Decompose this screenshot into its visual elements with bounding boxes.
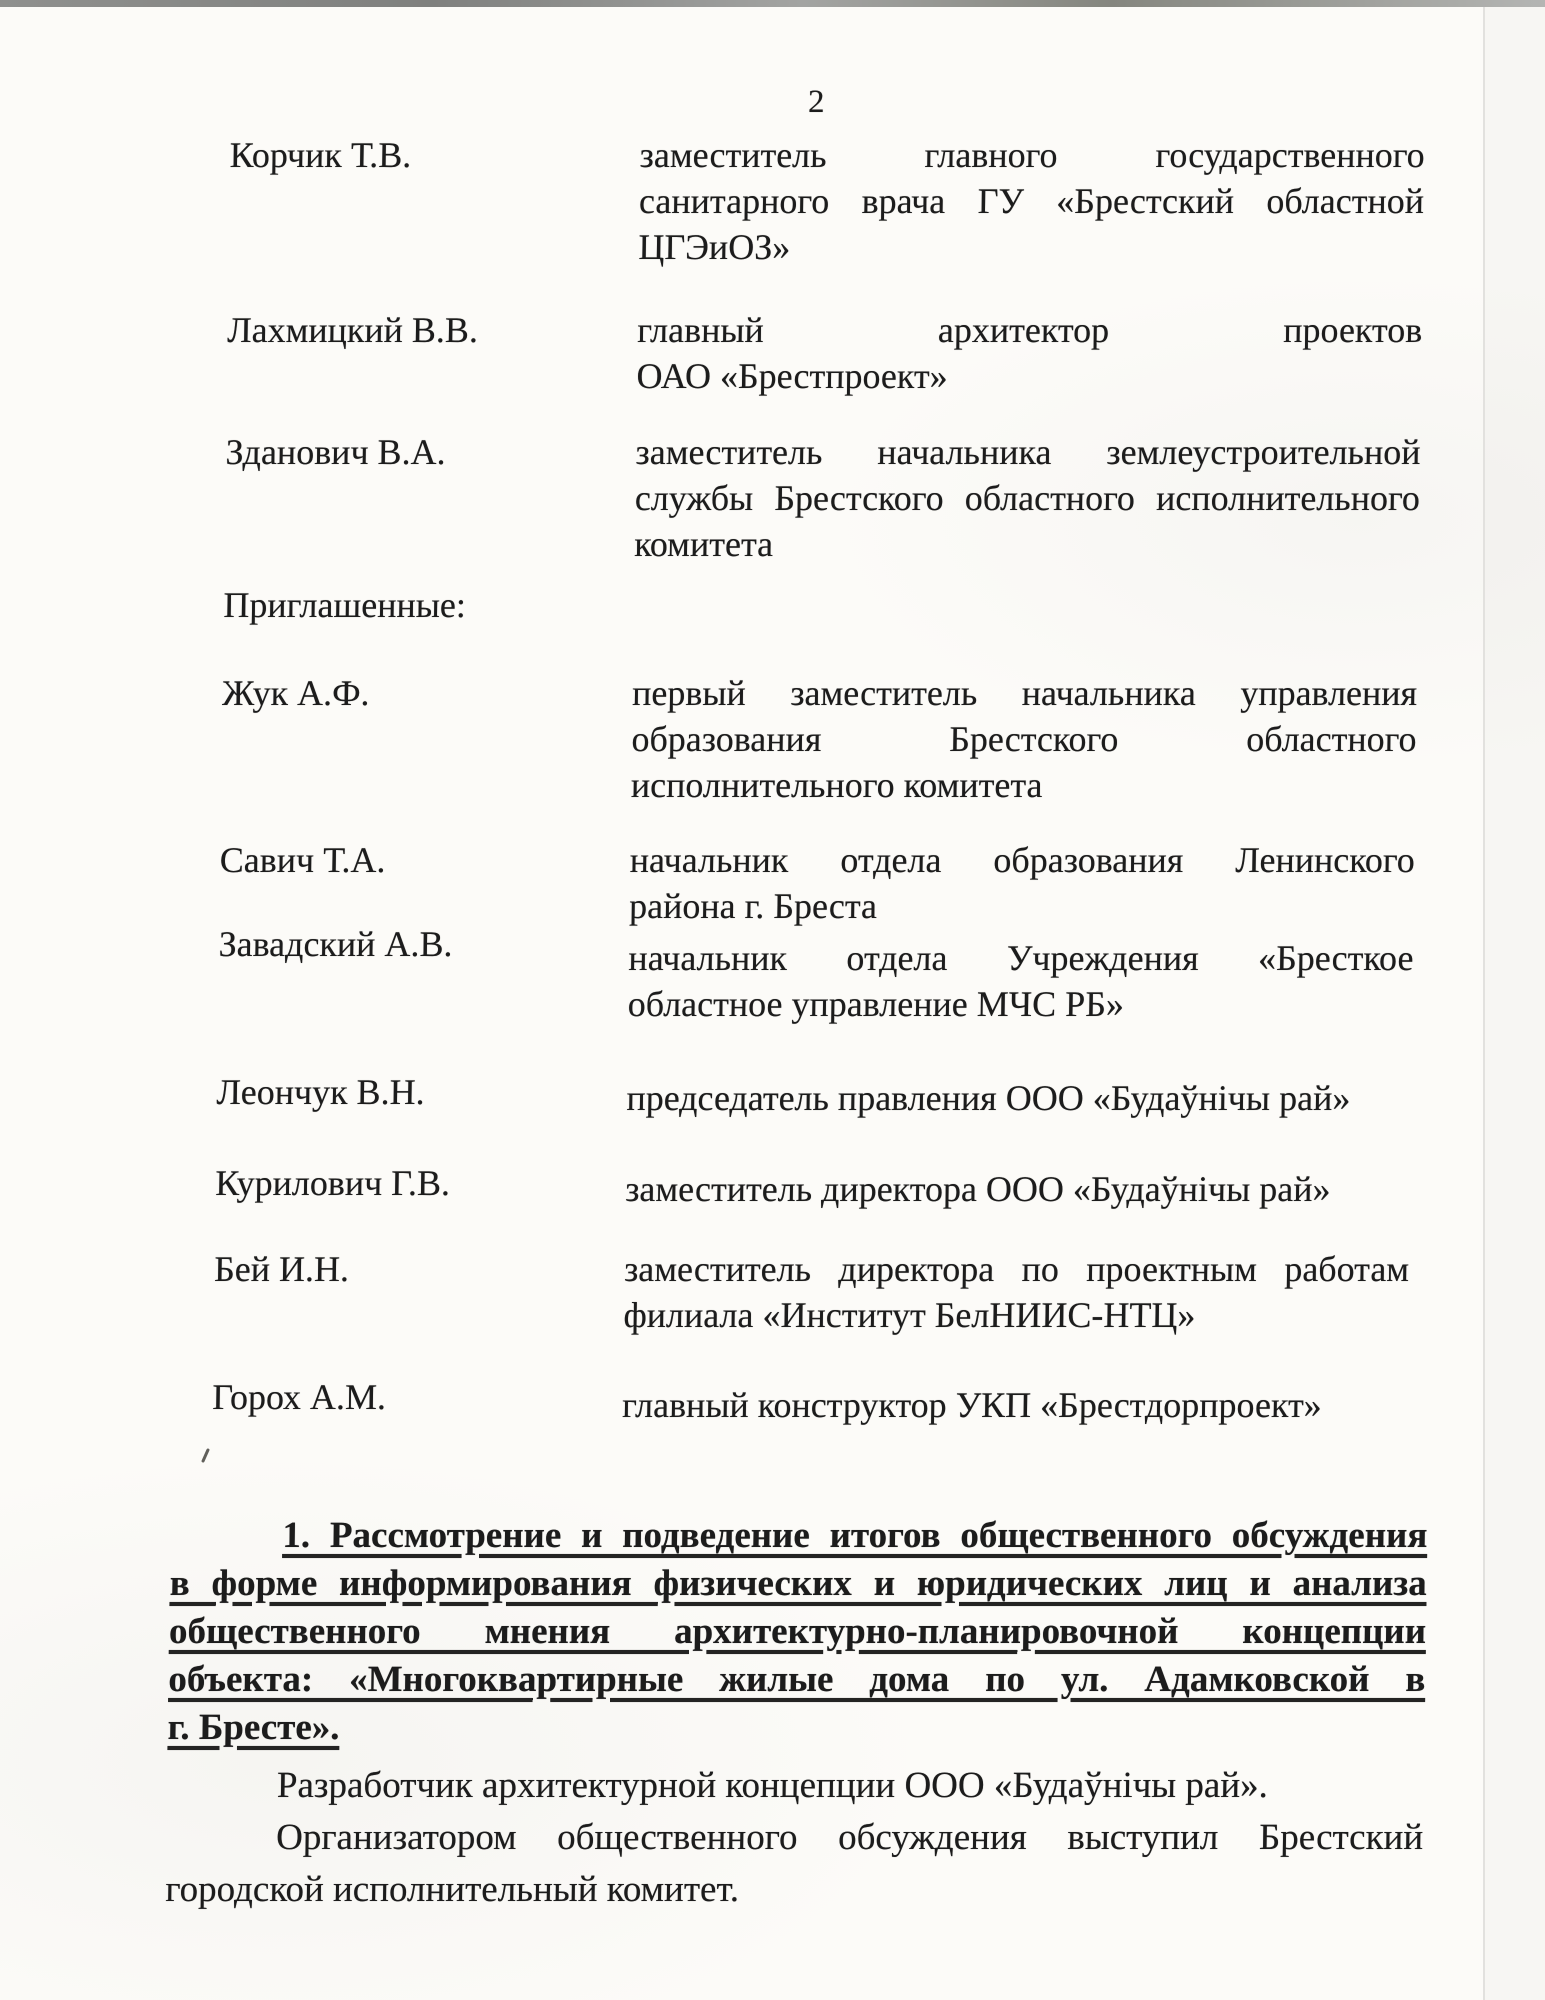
participant-role: [638, 132, 1425, 270]
participant-name: Бей И.Н.: [213, 1249, 350, 1289]
role-line: ЦГЭиОЗ»: [638, 227, 791, 267]
participant-role: [636, 307, 1422, 399]
participant-name: Леончук В.Н.: [216, 1072, 425, 1112]
document-content: [0, 132, 1545, 1916]
organizer-paragraph-line: городской исполнительный комитет.: [165, 1869, 740, 1910]
role-line: заместитель главного государственного: [639, 135, 1425, 175]
participant-role: [623, 1246, 1409, 1338]
participant-name: Горох А.М.: [212, 1377, 387, 1417]
role-line: главный архитектор проектов: [636, 310, 1423, 350]
page-number: 2: [808, 84, 825, 120]
role-line: заместитель директора ООО «Будаўнічы рай»: [624, 1169, 1331, 1209]
role-line: санитарного врача ГУ «Брестский областной: [638, 181, 1425, 221]
participant-name: Зданович В.А.: [225, 432, 446, 472]
participant-name: Курилович Г.В.: [215, 1163, 451, 1203]
role-line: заместитель директора по проектным работам: [623, 1249, 1410, 1289]
participant-row: [188, 132, 1545, 270]
participant-name: Жук А.Ф.: [221, 673, 370, 713]
participant-name: Корчик Т.В.: [229, 135, 412, 175]
agenda-line: 1. Рассмотрение и подведение итогов общественного обсуждения: [282, 1515, 1428, 1556]
agenda-line: в форме информирования физических и юридических лиц и анализа: [169, 1563, 1428, 1604]
participant-role: [631, 670, 1418, 808]
participant-name: Лахмицкий В.В.: [226, 310, 479, 350]
participant-row: [186, 307, 1545, 399]
agenda-item-heading: [167, 1512, 1427, 1752]
role-line: образования Брестского областного: [631, 719, 1417, 759]
participant-name: Завадский А.В.: [218, 924, 453, 964]
role-line: филиала «Институт БелНИИС-НТЦ»: [623, 1295, 1196, 1335]
role-line: первый заместитель начальника управления: [631, 673, 1418, 713]
participant-row: [179, 837, 1545, 929]
participant-row: [173, 1246, 1545, 1338]
participant-role: [629, 837, 1415, 929]
role-line: ОАО «Брестпроект»: [636, 356, 948, 396]
role-line: службы Брестского областного исполнительного: [634, 478, 1421, 518]
body-paragraphs: [165, 1760, 1424, 1916]
role-line: главный конструктор УКП «Брестдорпроект»: [621, 1385, 1323, 1425]
participant-row: [184, 429, 1545, 567]
organizer-paragraph-line: Организатором общественного обсуждения выступил Брестский: [275, 1817, 1424, 1858]
role-line: района г. Бреста: [628, 886, 878, 926]
participant-name: Савич Т.А.: [219, 840, 386, 880]
role-line: областное управление МЧС РБ»: [627, 984, 1125, 1024]
participant-role: [634, 429, 1421, 567]
agenda-line: объекта: «Многоквартирные жилые дома по ул. Адамковской в: [168, 1659, 1426, 1700]
developer-paragraph: Разработчик архитектурной концепции ООО «Будаўнічы рай».: [276, 1765, 1269, 1806]
role-line: председатель правления ООО «Будаўнічы рай»: [626, 1078, 1351, 1118]
participant-role: [622, 1374, 1408, 1428]
participant-row: [172, 1374, 1545, 1428]
participant-role: [628, 921, 1414, 1027]
role-line: начальник отдела образования Ленинского: [629, 840, 1416, 880]
scan-top-edge: [0, 0, 1545, 7]
role-line: комитета: [633, 524, 774, 564]
invited-section-heading: Приглашенные:: [223, 585, 467, 625]
participant-role: [625, 1160, 1411, 1212]
agenda-line: общественного мнения архитектурно-планировочной концепции: [168, 1611, 1427, 1652]
role-line: заместитель начальника землеустроительной: [635, 432, 1421, 472]
role-line: исполнительного комитета: [630, 765, 1043, 805]
role-line: начальник отдела Учреждения «Бресткое: [628, 938, 1414, 978]
participant-row: [181, 670, 1545, 808]
participant-role: [626, 1069, 1412, 1121]
agenda-line: г. Бресте».: [167, 1707, 340, 1748]
participant-row: [175, 1160, 1545, 1212]
participant-row: [178, 921, 1545, 1027]
participant-row: [176, 1069, 1545, 1121]
